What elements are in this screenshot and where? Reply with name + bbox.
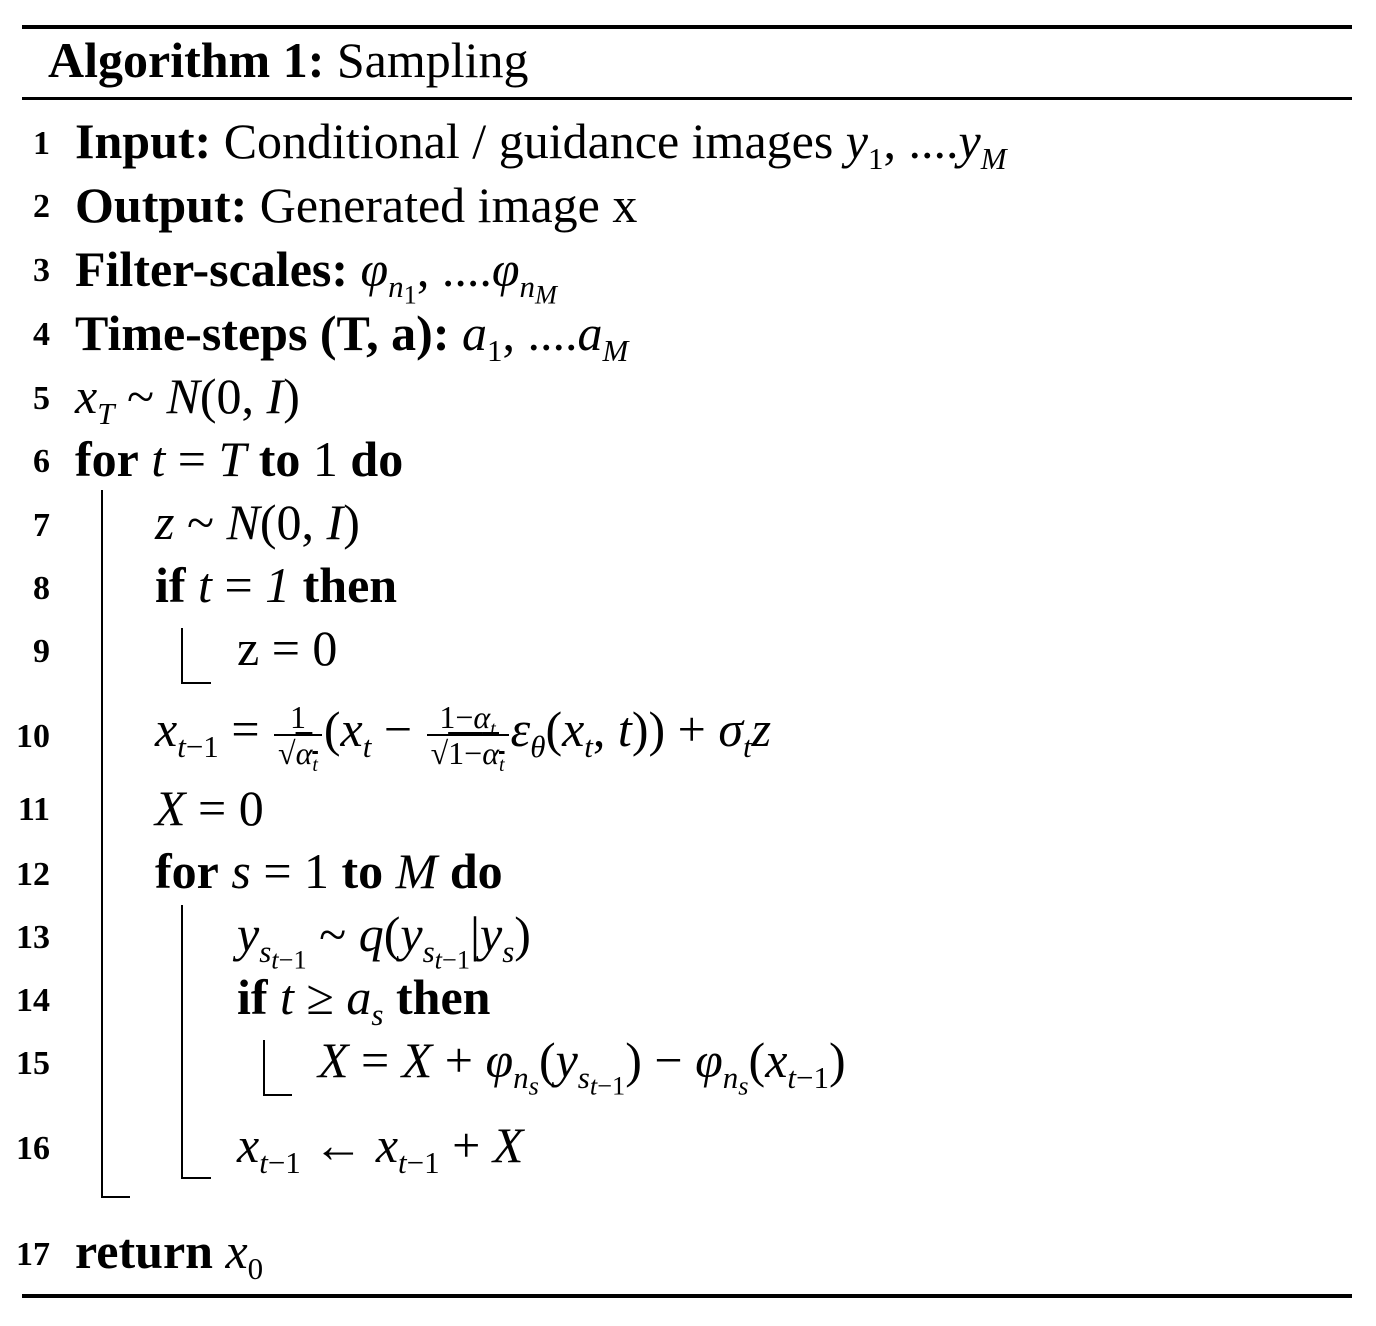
line-17 (75, 1222, 264, 1286)
line-1 (75, 112, 1007, 176)
filter-scales-keyword: Filter-scales: (75, 241, 348, 297)
output-keyword: Output: (75, 177, 248, 233)
accumulator-init-formula: X = 0 (155, 780, 264, 836)
if-keyword: if (237, 969, 268, 1025)
loop-end-formula: 1 (312, 431, 338, 487)
inner-loop-start-formula: s = 1 (231, 843, 330, 899)
then-keyword: then (302, 557, 398, 613)
time-steps-formula: $a_1$, $....a_M$ (462, 305, 629, 368)
line-number: 2 (33, 188, 50, 225)
do-keyword: do (449, 843, 503, 899)
do-keyword: do (350, 431, 404, 487)
line-number: 8 (33, 570, 50, 607)
inner-loop-end-formula: M (395, 843, 438, 899)
line-10 (155, 700, 771, 780)
line-4 (75, 304, 629, 368)
outer-loop-bar-end (101, 1196, 130, 1198)
line-12 (155, 842, 503, 900)
algorithm-name: Sampling (336, 32, 529, 88)
line-number: 12 (16, 856, 50, 893)
line-number: 5 (33, 380, 50, 417)
line-number: 15 (16, 1045, 50, 1082)
line-number: 3 (33, 252, 50, 289)
sample-update-formula: $x_{t-1}$ ← $x_{t-1} + X$ (237, 1117, 524, 1180)
line-number: 14 (16, 982, 50, 1019)
threshold-condition-formula: $t \ge a_s$ (280, 969, 384, 1032)
algorithm-title (48, 30, 529, 90)
then-keyword: then (395, 969, 491, 1025)
accumulator-update-formula: $X = X + \varphi_{n_s}(y_{s_{t-1}}) - \varphi_{n_s}(x_{t-1})$ (318, 1032, 846, 1101)
inner-if-bar (263, 1040, 265, 1096)
output-description: Generated image x (259, 177, 638, 233)
line-number: 7 (33, 507, 50, 544)
top-rule (22, 25, 1352, 29)
for-keyword: for (155, 843, 219, 899)
line-16 (237, 1116, 524, 1180)
line-11 (155, 779, 264, 837)
line-number: 9 (33, 633, 50, 670)
line-number: 10 (16, 718, 50, 755)
line-6 (75, 430, 403, 488)
line-7 (155, 493, 360, 551)
inner-loop-bar (181, 905, 183, 1179)
line-14 (237, 968, 491, 1032)
input-formula: $y_1$, $....y_M$ (845, 113, 1007, 176)
to-keyword: to (341, 843, 384, 899)
line-number: 6 (33, 443, 50, 480)
guidance-sample-formula: $y_{s_{t-1}}$ ~ $q(y_{s_{t-1}}|y_s)$ (237, 906, 531, 975)
if-condition-formula: t = 1 (198, 557, 291, 613)
line-8 (155, 556, 397, 614)
line-number: 16 (16, 1130, 50, 1167)
filter-scales-formula: $\varphi_{n_1}$, $....\varphi_{n_M}$ (360, 241, 557, 310)
loop-start-formula: t = T (151, 431, 247, 487)
line-number: 17 (16, 1236, 50, 1273)
return-keyword: return (75, 1223, 213, 1279)
input-description: Conditional / guidance images (223, 113, 834, 169)
input-keyword: Input: (75, 113, 212, 169)
line-number: 1 (33, 125, 50, 162)
if-keyword: if (155, 557, 186, 613)
inner-loop-bar-end (181, 1177, 211, 1179)
line-2 (75, 176, 637, 234)
line-5 (75, 367, 300, 431)
to-keyword: to (258, 431, 301, 487)
title-rule (22, 97, 1352, 100)
inner-if-bar-end (263, 1094, 292, 1096)
line-3 (75, 240, 557, 310)
zero-noise-statement: z = 0 (237, 620, 338, 676)
if-block-bar-end (181, 682, 211, 684)
update-formula: $x_{t-1}$ = $\frac{1}{√\alpha_t}$ ($x_t$ − $\frac{1-\alpha_t}{√1-\alpha_t}$ $\varepsilon_\theta(x_t$, $t)) + \sigma_tz$ (155, 699, 772, 776)
init-formula: $x_T$ ~ N(0, I) (75, 368, 300, 431)
line-number: 13 (16, 919, 50, 956)
if-block-bar (181, 628, 183, 684)
line-number: 11 (17, 791, 50, 828)
time-steps-keyword: Time-steps (T, a): (75, 305, 450, 361)
for-keyword: for (75, 431, 139, 487)
outer-loop-bar (101, 490, 103, 1198)
return-formula: $x_0$ (225, 1223, 264, 1286)
line-number: 4 (33, 316, 50, 353)
algorithm-label: Algorithm 1: (48, 32, 325, 88)
noise-formula: z ~ N(0, I) (155, 494, 360, 550)
line-13 (237, 905, 531, 975)
line-9 (237, 619, 337, 677)
bottom-rule (22, 1294, 1352, 1298)
line-15 (318, 1031, 846, 1101)
